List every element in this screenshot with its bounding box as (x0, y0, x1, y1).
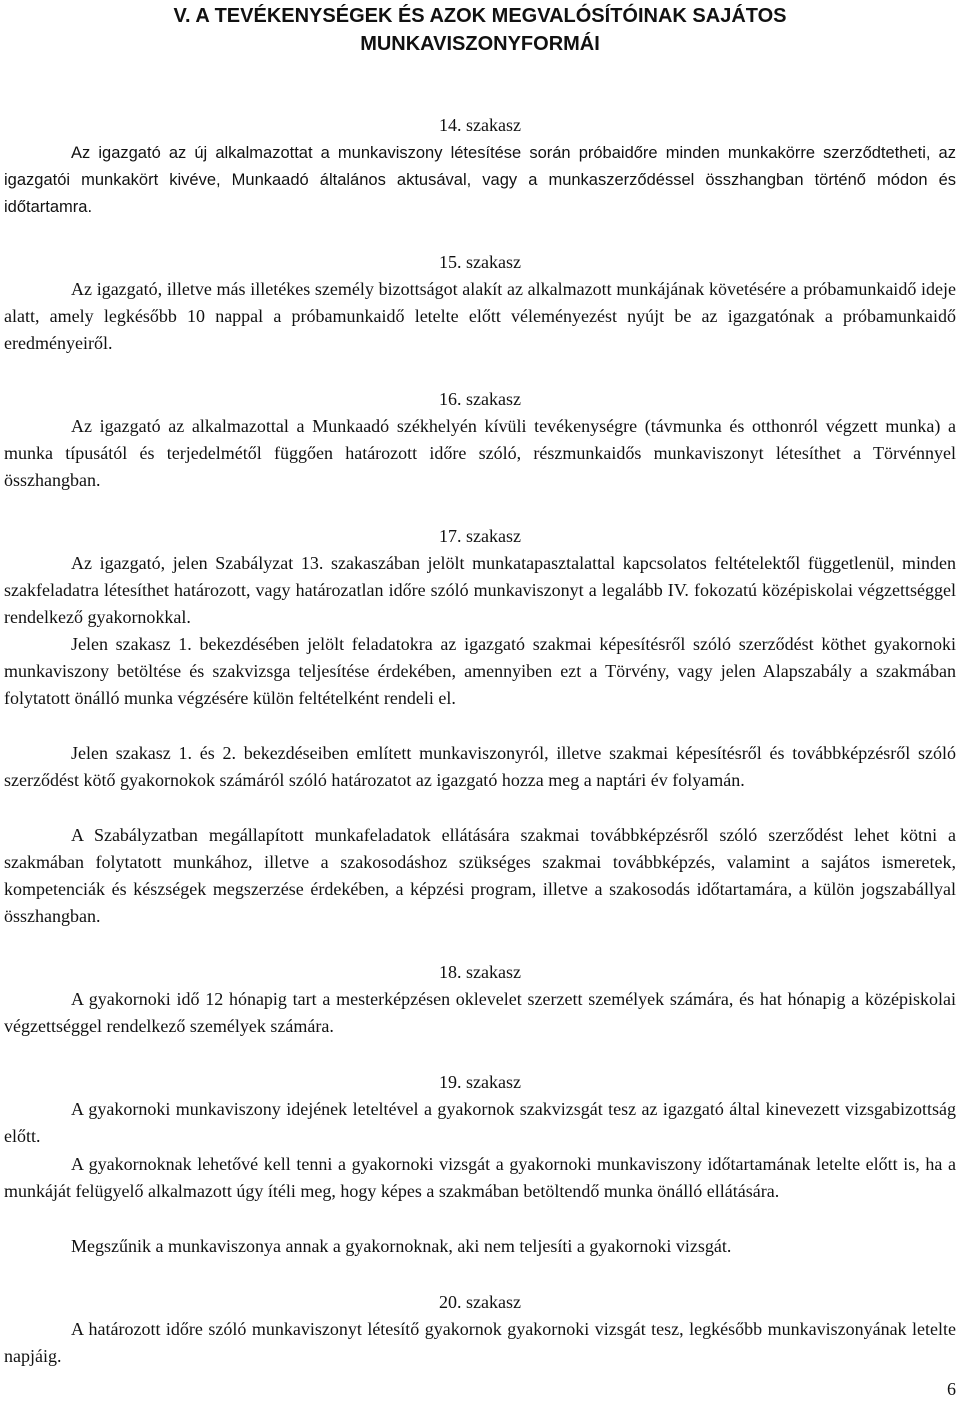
section-19-paragraph-1: A gyakornoki munkaviszony idejének leteltével a gyakornok szakvizsgát tesz az igazgató által kinevezett vizsgabizottság előtt. (4, 1099, 956, 1146)
section-17-paragraph-2: Jelen szakasz 1. bekezdésében jelölt feladatokra az igazgató szakmai képesítésről szóló szerződést köthet gyakornoki munkaviszony betöltése és szakvizsga teljesítése érdekében, amennyiben ezt a Törvény, vagy jelen Alapszabály a szakmában folytatott önálló munka végzésére külön feltételként rendeli el. (4, 634, 956, 708)
section-14-heading: 14. szakasz (439, 115, 521, 135)
section-14-paragraph-1: Az igazgató az új alkalmazottat a munkaviszony létesítése során próbaidőre minden munkakörre szerződtetheti, az igazgatói munkakört kivéve, Munkaadó általános aktusával, vagy a munkaszerződéssel összhangban történő módon és időtartamra. (4, 144, 956, 216)
section-19-heading: 19. szakasz (439, 1072, 521, 1092)
section-16-heading: 16. szakasz (439, 389, 521, 409)
section-17-heading: 17. szakasz (439, 526, 521, 546)
section-19-paragraph-3: Megszűnik a munkaviszonya annak a gyakornoknak, aki nem teljesíti a gyakornoki vizsgát. (71, 1236, 732, 1256)
section-15-heading: 15. szakasz (439, 252, 521, 272)
section-20-paragraph-1: A határozott időre szóló munkaviszonyt létesítő gyakornok gyakornoki vizsgát tesz, legkésőbb munkaviszonyának letelte napjáig. (4, 1319, 956, 1366)
title-line-2: MUNKAVISZONYFORMÁI (360, 33, 600, 55)
section-20-heading: 20. szakasz (439, 1292, 521, 1312)
section-17-paragraph-3: Jelen szakasz 1. és 2. bekezdéseiben említett munkaviszonyról, illetve szakmai képesítésről és továbbképzésről szóló szerződést kötő gyakornokok számáról szóló határozatot az igazgató hozza meg a naptári év folyamán. (4, 743, 956, 790)
title-line-1: V. A TEVÉKENYSÉGEK ÉS AZOK MEGVALÓSÍTÓINAK SAJÁTOS (173, 5, 787, 27)
page-number: 6 (947, 1379, 956, 1399)
section-17-paragraph-1: Az igazgató, jelen Szabályzat 13. szakaszában jelölt munkatapasztalattal kapcsolatos feltételektől függetlenül, minden szakfeladatra létesíthet határozott, vagy határozatlan időre szóló munkaviszonyt a legalább IV. fokozatú középiskolai végzettséggel rendelkező gyakornokkal. (4, 553, 956, 627)
section-15-paragraph-1: Az igazgató, illetve más illetékes személy bizottságot alakít az alkalmazott munkájának követésére a próbamunkaidő ideje alatt, amely legkésőbb 10 nappal a próbamunkaidő letelte előtt véleményezést nyújt be az igazgatónak a próbamunkaidő eredményeiről. (4, 279, 956, 353)
section-19-paragraph-2: A gyakornoknak lehetővé kell tenni a gyakornoki vizsgát a gyakornoki munkaviszony időtartamának letelte előtt is, ha a munkáját felügyelő alkalmazott úgy ítéli meg, hogy képes a szakmában betöltendő munka önálló ellátására. (4, 1154, 956, 1201)
section-17-paragraph-4: A Szabályzatban megállapított munkafeladatok ellátására szakmai továbbképzésről szóló szerződést lehet kötni a szakmában folytatott munkához, illetve a szakosodáshoz szükséges szakmai továbbképzés, valamint a sajátos ismeretek, kompetenciák és készségek megszerzése érdekében, a képzési program, illetve a szakosodás időtartamára, a külön jogszabállyal összhangban. (4, 825, 956, 926)
document-title (0, 2, 960, 58)
section-16-paragraph-1: Az igazgató az alkalmazottal a Munkaadó székhelyén kívüli tevékenységre (távmunka és otthonról végzett munka) a munka típusától és terjedelmétől függően határozott időre szóló, részmunkaidős munkaviszonyt létesíthet a Törvénnyel összhangban. (4, 416, 956, 490)
section-18-paragraph-1: A gyakornoki idő 12 hónapig tart a mesterképzésen oklevelet szerzett személyek számára, és hat hónapig a középiskolai végzettséggel rendelkező személyek számára. (4, 989, 956, 1036)
section-18-heading: 18. szakasz (439, 962, 521, 982)
